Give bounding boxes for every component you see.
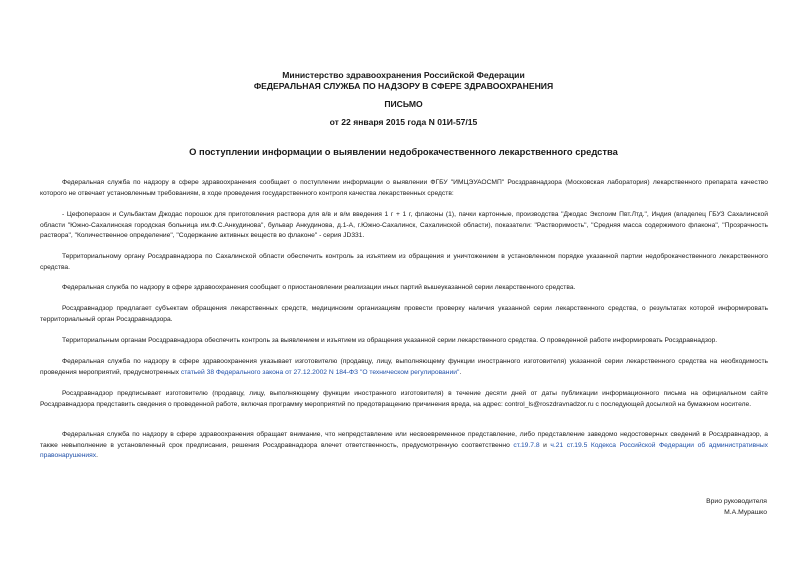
paragraph-4: Федеральная служба по надзору в сфере здравоохранения сообщает о приостановлении реализации иных партий вышеуказанной серии лекарственного средства. [62, 284, 576, 291]
document-date-number: от 22 января 2015 года N 01И-57/15 [329, 117, 478, 127]
document-type: ПИСЬМО [384, 99, 423, 109]
signature-name: М.А.Мурашко [724, 509, 767, 516]
paragraph-7-end: . [459, 368, 462, 376]
service-name: ФЕДЕРАЛЬНАЯ СЛУЖБА ПО НАДЗОРУ В СФЕРЕ ЗДРАВООХРАНЕНИЯ [253, 81, 554, 91]
paragraph-7 [40, 357, 768, 378]
koap-link-19-5[interactable]: ч.21 ст.19.5 Кодекса Российской Федерации об административных правонарушениях [40, 441, 768, 459]
paragraph-3: Территориальному органу Росздравнадзора по Сахалинской области обеспечить контроль за изъятием из обращения и уничтожением в установленном порядке указанной партии недоброкачественного лекарственного средства. [40, 253, 768, 271]
paragraph-2: - Цефоперазон и Сульбактам Джодас порошок для приготовления раствора для в/в и в/м введения 1 г + 1 г, флаконы (1), пачки картонные, производства "Джодас Экспоим Пвт.Лтд.", Индия (владелец ГБУЗ Сахалинской области "Южно-Сахалинская городская больница им.Ф.С.Анкудинова", бульвар Анкудинова, д.1-А, г.Южно-Сахалинск, Сахалинской области), показатели: "Растворимость", "Средняя масса содержимого флакона", "Прозрачность раствора", "Количественное определение", "Содержание активных веществ во флаконе" - серия JD331. [40, 211, 768, 239]
paragraph-9 [40, 430, 768, 462]
paragraph-9-text: Федеральная служба по надзору в сфере здравоохранения обращает внимание, что непредставление или несвоевременное представление, либо представление заведомо недостоверных сведений в Росздравнадзор, а также невыполнение в установленный срок предписания, решения Росздравнадзора влечет ответственность, предусмотренную соответственно [40, 431, 768, 449]
koap-link-19-7-8[interactable]: ст.19.7.8 [513, 441, 540, 449]
document-title: О поступлении информации о выявлении недоброкачественного лекарственного средства [189, 146, 618, 157]
paragraph-8: Росздравнадзор предписывает изготовителю (продавцу, лицу, выполняющему функции иностранного изготовителя) в течение десяти дней от даты публикации информационного письма на официальном сайте Росздравнадзора представить сведения о проведенной работе, включая программу мероприятий по предотвращению причинения вреда, на адрес: control_ls@roszdravnadzor.ru с последующей досылкой на бумажном носителе. [40, 390, 768, 408]
paragraph-5: Росздравнадзор предлагает субъектам обращения лекарственных средств, медицинским организациям провести проверку наличия указанной серии лекарственного средства, о результатах которой информировать территориальный орган Росздравнадзора. [40, 305, 768, 323]
paragraph-7-text: Федеральная служба по надзору в сфере здравоохранения указывает изготовителю (продавцу, лицу, выполняющему функции иностранного изготовителя) указанной серии лекарственного средства на необходимость проведения мероприятий, предусмотренных [40, 358, 768, 376]
paragraph-6: Территориальным органам Росздравнадзора обеспечить контроль за выявлением и изъятием из обращения указанной серии лекарственного средства. О проведенной работе информировать Росздравнадзор. [62, 337, 718, 344]
paragraph-1: Федеральная служба по надзору в сфере здравоохранения сообщает о поступлении информации о выявлении ФГБУ "ИМЦЭУАОСМП" Росздравнадзора (Московская лаборатория) лекарственного препарата качество которого не отвечает установленным требованиям, в ходе проведения государственного контроля качества лекарственных средств: [40, 179, 768, 197]
ministry-name: Министерство здравоохранения Российской Федерации [282, 70, 525, 80]
signature-position: Врио руководителя [706, 498, 767, 505]
law-link-184fz[interactable]: статьей 38 Федерального закона от 27.12.2002 N 184-ФЗ "О техническом регулировании" [180, 368, 460, 376]
paragraph-9-end: . [96, 452, 98, 459]
paragraph-9-mid: и [539, 441, 551, 449]
